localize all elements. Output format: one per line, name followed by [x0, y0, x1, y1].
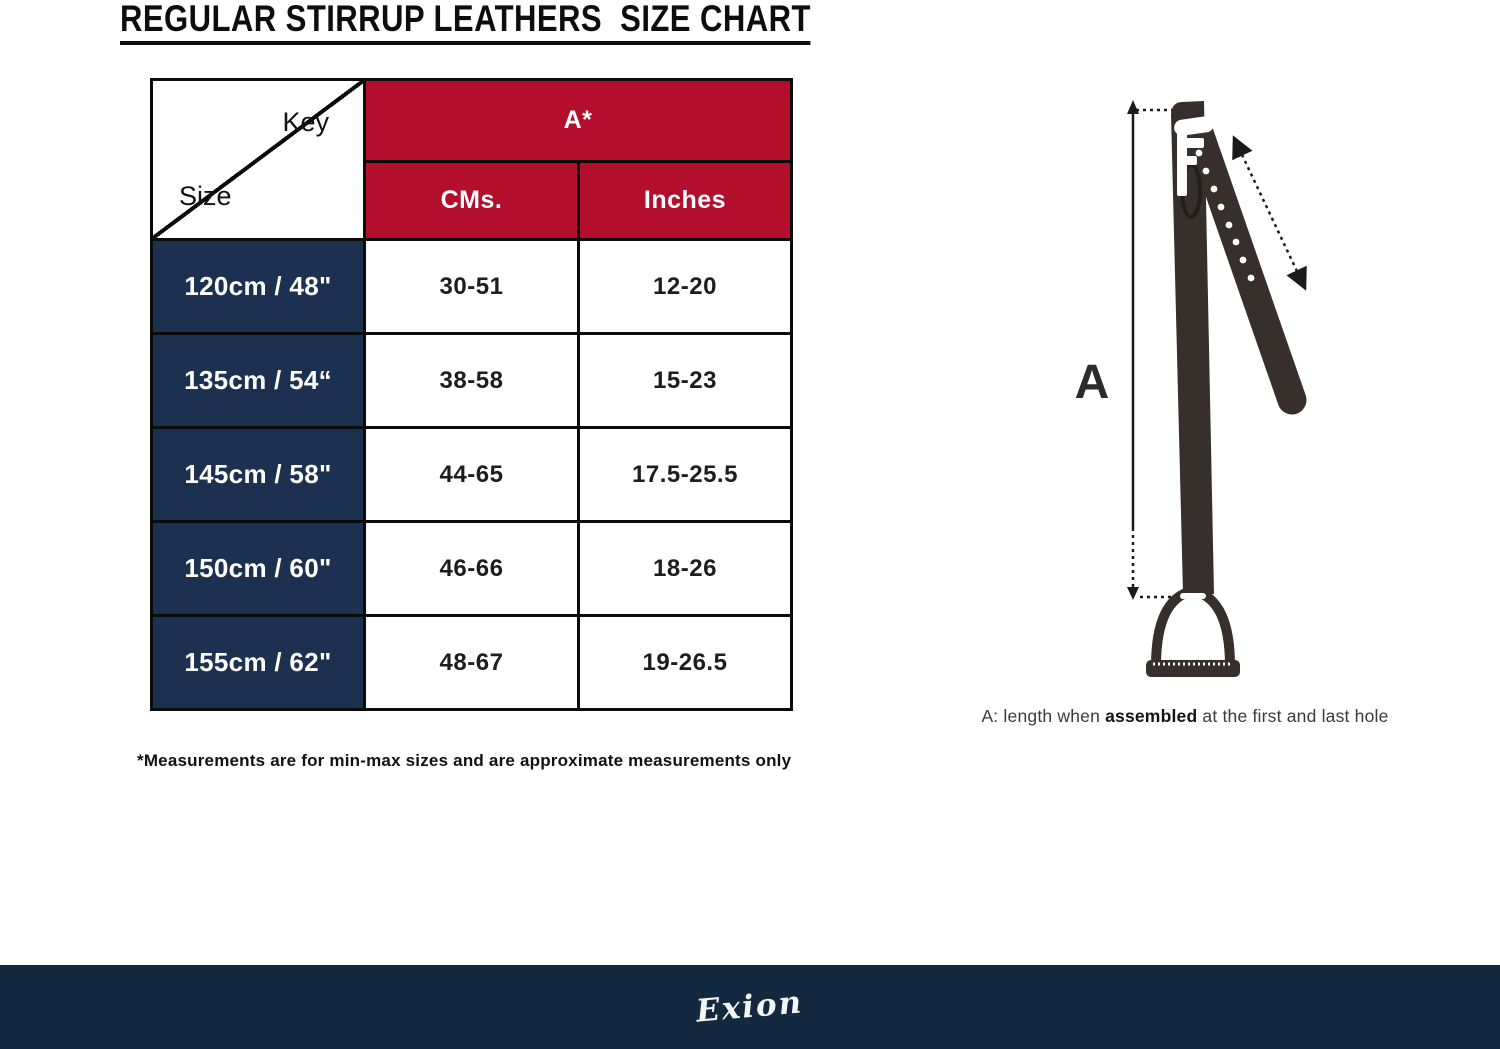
cms-cell: 38-58 — [366, 335, 577, 426]
header-inches: Inches — [580, 163, 790, 238]
cms-cell: 44-65 — [366, 429, 577, 520]
caption-prefix: A: length when — [981, 706, 1106, 726]
inches-cell: 18-26 — [580, 523, 790, 614]
corner-cell — [153, 81, 363, 238]
group-header-a: A* — [366, 81, 790, 160]
buckle-strap — [1198, 130, 1292, 400]
size-label: Size — [179, 181, 232, 211]
size-cell: 120cm / 48" — [153, 241, 363, 332]
inches-cell: 15-23 — [580, 335, 790, 426]
size-chart-table — [150, 78, 793, 711]
inches-cell: 12-20 — [580, 241, 790, 332]
size-cell: 135cm / 54“ — [153, 335, 363, 426]
header-cms: CMs. — [366, 163, 577, 238]
footnote: *Measurements are for min-max sizes and are approximate measurements only — [137, 751, 792, 770]
inches-cell: 19-26.5 — [580, 617, 790, 708]
key-label: Key — [282, 107, 329, 137]
inches-cell: 17.5-25.5 — [580, 429, 790, 520]
dimension-label-a: A — [1074, 356, 1110, 409]
size-cell: 145cm / 58" — [153, 429, 363, 520]
arrow-up-icon — [1127, 100, 1139, 114]
stirrup-leather-diagram — [1040, 88, 1370, 708]
page-title: REGULAR STIRRUP LEATHERS SIZE CHART — [120, 0, 811, 45]
stirrup-iron — [1146, 591, 1240, 677]
footer-bar — [0, 965, 1500, 1049]
size-cell: 150cm / 60" — [153, 523, 363, 614]
brand-logo: Exion — [695, 984, 805, 1030]
arrow-down-icon — [1127, 587, 1139, 600]
size-cell: 155cm / 62" — [153, 617, 363, 708]
cms-cell: 30-51 — [366, 241, 577, 332]
caption-bold: assembled — [1105, 706, 1198, 726]
cms-cell: 48-67 — [366, 617, 577, 708]
cms-cell: 46-66 — [366, 523, 577, 614]
caption-suffix: at the first and last hole — [1197, 706, 1389, 726]
diagram-caption — [955, 706, 1415, 727]
